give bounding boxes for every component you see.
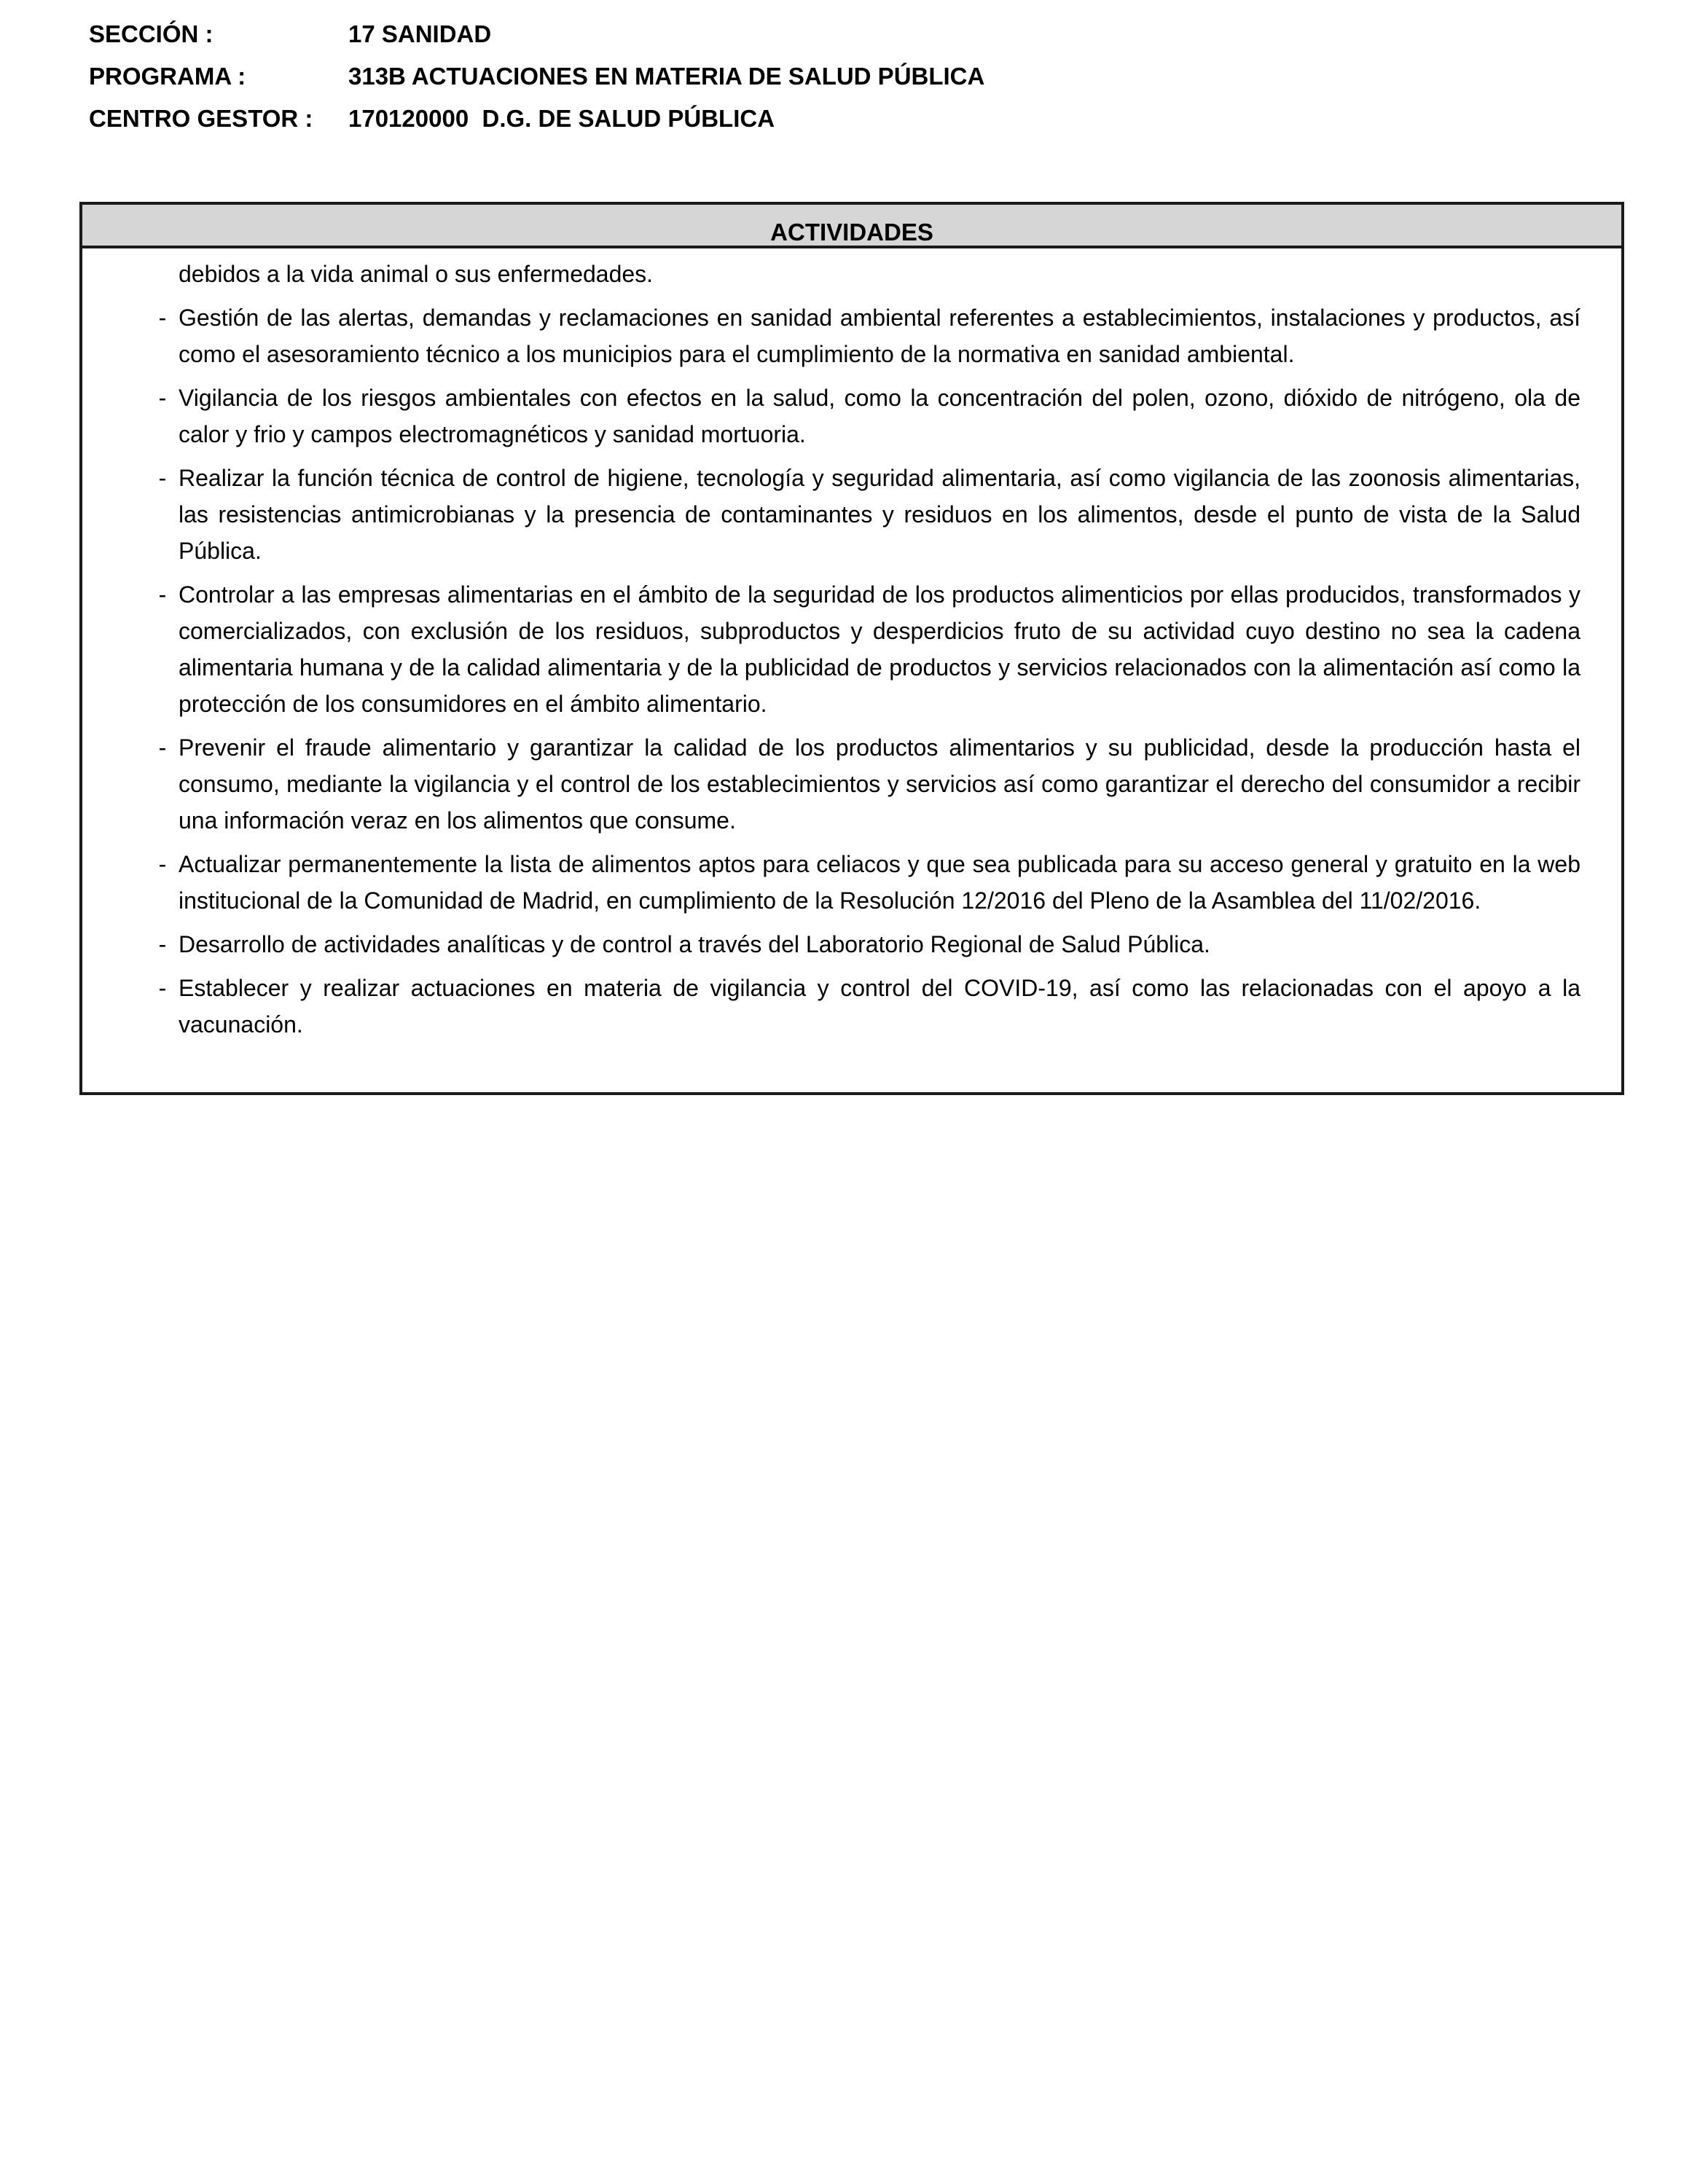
- panel-body: [82, 248, 1621, 1043]
- list-dash: -: [158, 305, 167, 331]
- header-row-seccion: [89, 13, 1255, 55]
- seccion-label: SECCIÓN :: [89, 20, 214, 47]
- list-item: [146, 299, 1580, 372]
- actividades-panel: [79, 202, 1624, 1095]
- list-dash: -: [158, 581, 167, 608]
- document-header: [89, 13, 1255, 140]
- header-row-programa: [89, 55, 1255, 98]
- list-item-text: Prevenir el fraude alimentario y garantizar la calidad de los productos alimentarios y su publicidad, desde la producción hasta el consumo, mediante la vigilancia y el control de los establecimientos y servicios así como garantizar el derecho del consumidor a recibir una información veraz en los alimentos que consume.: [179, 734, 1580, 834]
- continuation-text: debidos a la vida animal o sus enfermedades.: [179, 261, 654, 287]
- list-dash: -: [158, 931, 167, 957]
- list-item: [146, 846, 1580, 919]
- list-dash: -: [158, 851, 167, 877]
- list-item-text: Vigilancia de los riesgos ambientales con efectos en la salud, como la concentración del polen, ozono, dióxido de nitrógeno, ola de calor y frio y campos electromagnéticos y sanidad mortuoria.: [179, 385, 1580, 447]
- centro-gestor-value: 170120000 D.G. DE SALUD PÚBLICA: [348, 105, 775, 132]
- list-item-text: Gestión de las alertas, demandas y reclamaciones en sanidad ambiental referentes a establecimientos, instalaciones y productos, así como el asesoramiento técnico a los municipios para el cumplimiento de la normativa en sanidad ambiental.: [179, 305, 1580, 367]
- list-item: [146, 729, 1580, 839]
- panel-title: ACTIVIDADES: [82, 205, 1621, 248]
- list-item: [146, 970, 1580, 1043]
- list-item-text: Establecer y realizar actuaciones en materia de vigilancia y control del COVID-19, así como las relacionadas con el apoyo a la vacunación.: [179, 975, 1580, 1038]
- list-dash: -: [158, 975, 167, 1001]
- list-item-text: Realizar la función técnica de control de higiene, tecnología y seguridad alimentaria, así como vigilancia de las zoonosis alimentarias, las resistencias antimicrobianas y la presencia de contaminantes y residuos en los alimentos, desde el punto de vista de la Salud Pública.: [179, 465, 1580, 564]
- list-dash: -: [158, 465, 167, 491]
- list-item: [146, 380, 1580, 452]
- list-dash: -: [158, 385, 167, 411]
- list-item-text: Actualizar permanentemente la lista de alimentos aptos para celiacos y que sea publicada para su acceso general y gratuito en la web institucional de la Comunidad de Madrid, en cumplimiento de la Resolución 12/2016 del Pleno de la Asamblea del 11/02/2016.: [179, 851, 1580, 914]
- header-row-centro-gestor: [89, 98, 1255, 140]
- seccion-value: 17 SANIDAD: [348, 20, 492, 47]
- programa-label: PROGRAMA :: [89, 63, 246, 90]
- list-item: [146, 460, 1580, 569]
- list-item-text: Controlar a las empresas alimentarias en el ámbito de la seguridad de los productos alimenticios por ellas producidos, transformados y comercializados, con exclusión de los residuos, subproductos y desperdicios fruto de su actividad cuyo destino no sea la cadena alimentaria humana y de la calidad alimentaria y de la publicidad de productos y servicios relacionados con la alimentación así como la protección de los consumidores en el ámbito alimentario.: [179, 581, 1580, 717]
- list-dash: -: [158, 734, 167, 761]
- programa-value: 313B ACTUACIONES EN MATERIA DE SALUD PÚBLICA: [348, 63, 985, 90]
- list-item-text: Desarrollo de actividades analíticas y de control a través del Laboratorio Regional de Salud Pública.: [179, 931, 1210, 957]
- list-item: [146, 926, 1580, 962]
- centro-gestor-label: CENTRO GESTOR :: [89, 105, 313, 132]
- list-item: [146, 576, 1580, 722]
